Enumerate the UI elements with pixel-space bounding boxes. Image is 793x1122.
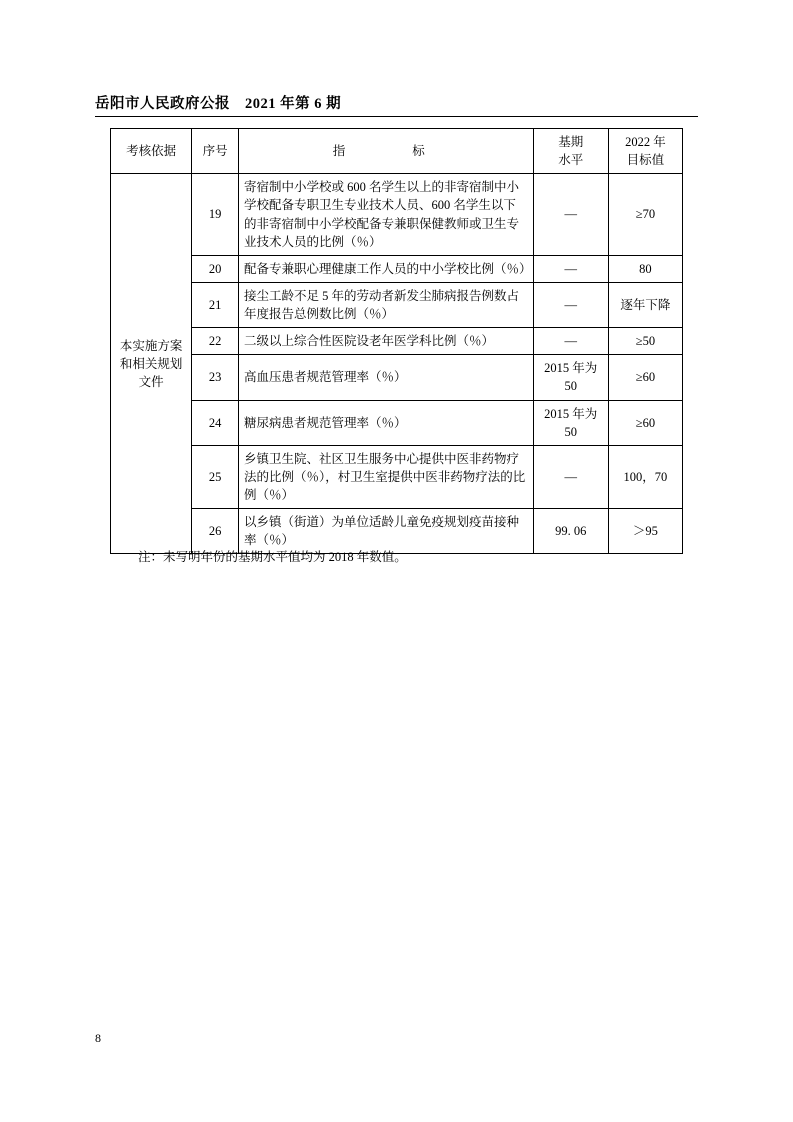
header-base-level [533,129,608,174]
header-base-line1: 基期 [558,135,584,149]
row-target: ≥70 [608,174,682,256]
row-target: 100，70 [608,445,682,508]
row-indicator: 寄宿制中小学校或 600 名学生以上的非寄宿制中小学校配备专职卫生专业技术人员、600 名学生以下的非寄宿制中小学校配备专兼职保健教师或卫生专业技术人员的比例（％） [239,174,534,256]
row-target: 80 [608,255,682,282]
row-target: ≥60 [608,355,682,400]
page-header-title: 岳阳市人民政府公报 2021 年第 6 期 [95,96,342,112]
table-row [111,328,683,355]
basis-group-cell [111,174,192,554]
header-indicator: 指 标 [239,129,534,174]
row-seq: 19 [192,174,239,256]
row-seq: 20 [192,255,239,282]
table-row [111,355,683,400]
table-header-row [111,129,683,174]
row-base: — [533,174,608,256]
row-indicator: 乡镇卫生院、社区卫生服务中心提供中医非药物疗法的比例（％），村卫生室提供中医非药物疗法的比例（％） [239,445,534,508]
row-seq: 24 [192,400,239,445]
row-base: — [533,255,608,282]
header-seq: 序号 [192,129,239,174]
basis-line2: 和相关规划 [119,356,183,371]
row-target: ≥50 [608,328,682,355]
basis-line1: 本实施方案 [119,338,183,353]
row-target: ＞95 [608,509,682,554]
page-number: 8 [95,1031,101,1045]
table-note: 注：未写明年份的基期水平值均为 2018 年数值。 [138,550,407,564]
row-seq: 22 [192,328,239,355]
header-target-line2: 目标值 [626,153,665,168]
row-indicator: 接尘工龄不足 5 年的劳动者新发尘肺病报告例数占年度报告总例数比例（％） [239,282,534,327]
row-base: — [533,282,608,327]
header-base-line2: 水平 [558,153,584,168]
row-base: 99. 06 [533,509,608,554]
table-row [111,255,683,282]
row-seq: 26 [192,509,239,554]
row-indicator: 以乡镇（街道）为单位适龄儿童免疫规划疫苗接种率（％） [239,509,534,554]
row-indicator: 二级以上综合性医院设老年医学科比例（％） [239,328,534,355]
row-indicator: 配备专兼职心理健康工作人员的中小学校比例（％） [239,255,534,282]
header-divider [95,116,698,117]
row-target: 逐年下降 [608,282,682,327]
row-indicator: 糖尿病患者规范管理率（％） [239,400,534,445]
row-seq: 21 [192,282,239,327]
table-row [111,400,683,445]
table-row [111,174,683,256]
row-indicator: 高血压患者规范管理率（％） [239,355,534,400]
indicator-table [110,128,683,554]
header-target-line1: 2022 年 [625,135,666,149]
row-base: — [533,328,608,355]
row-seq: 23 [192,355,239,400]
row-base: 2015 年为 50 [533,400,608,445]
row-base: — [533,445,608,508]
row-target: ≥60 [608,400,682,445]
header-basis: 考核依据 [111,129,192,174]
row-seq: 25 [192,445,239,508]
basis-line3: 文件 [138,374,164,389]
header-target-value [608,129,682,174]
table-row [111,445,683,508]
row-base: 2015 年为 50 [533,355,608,400]
table-row [111,282,683,327]
